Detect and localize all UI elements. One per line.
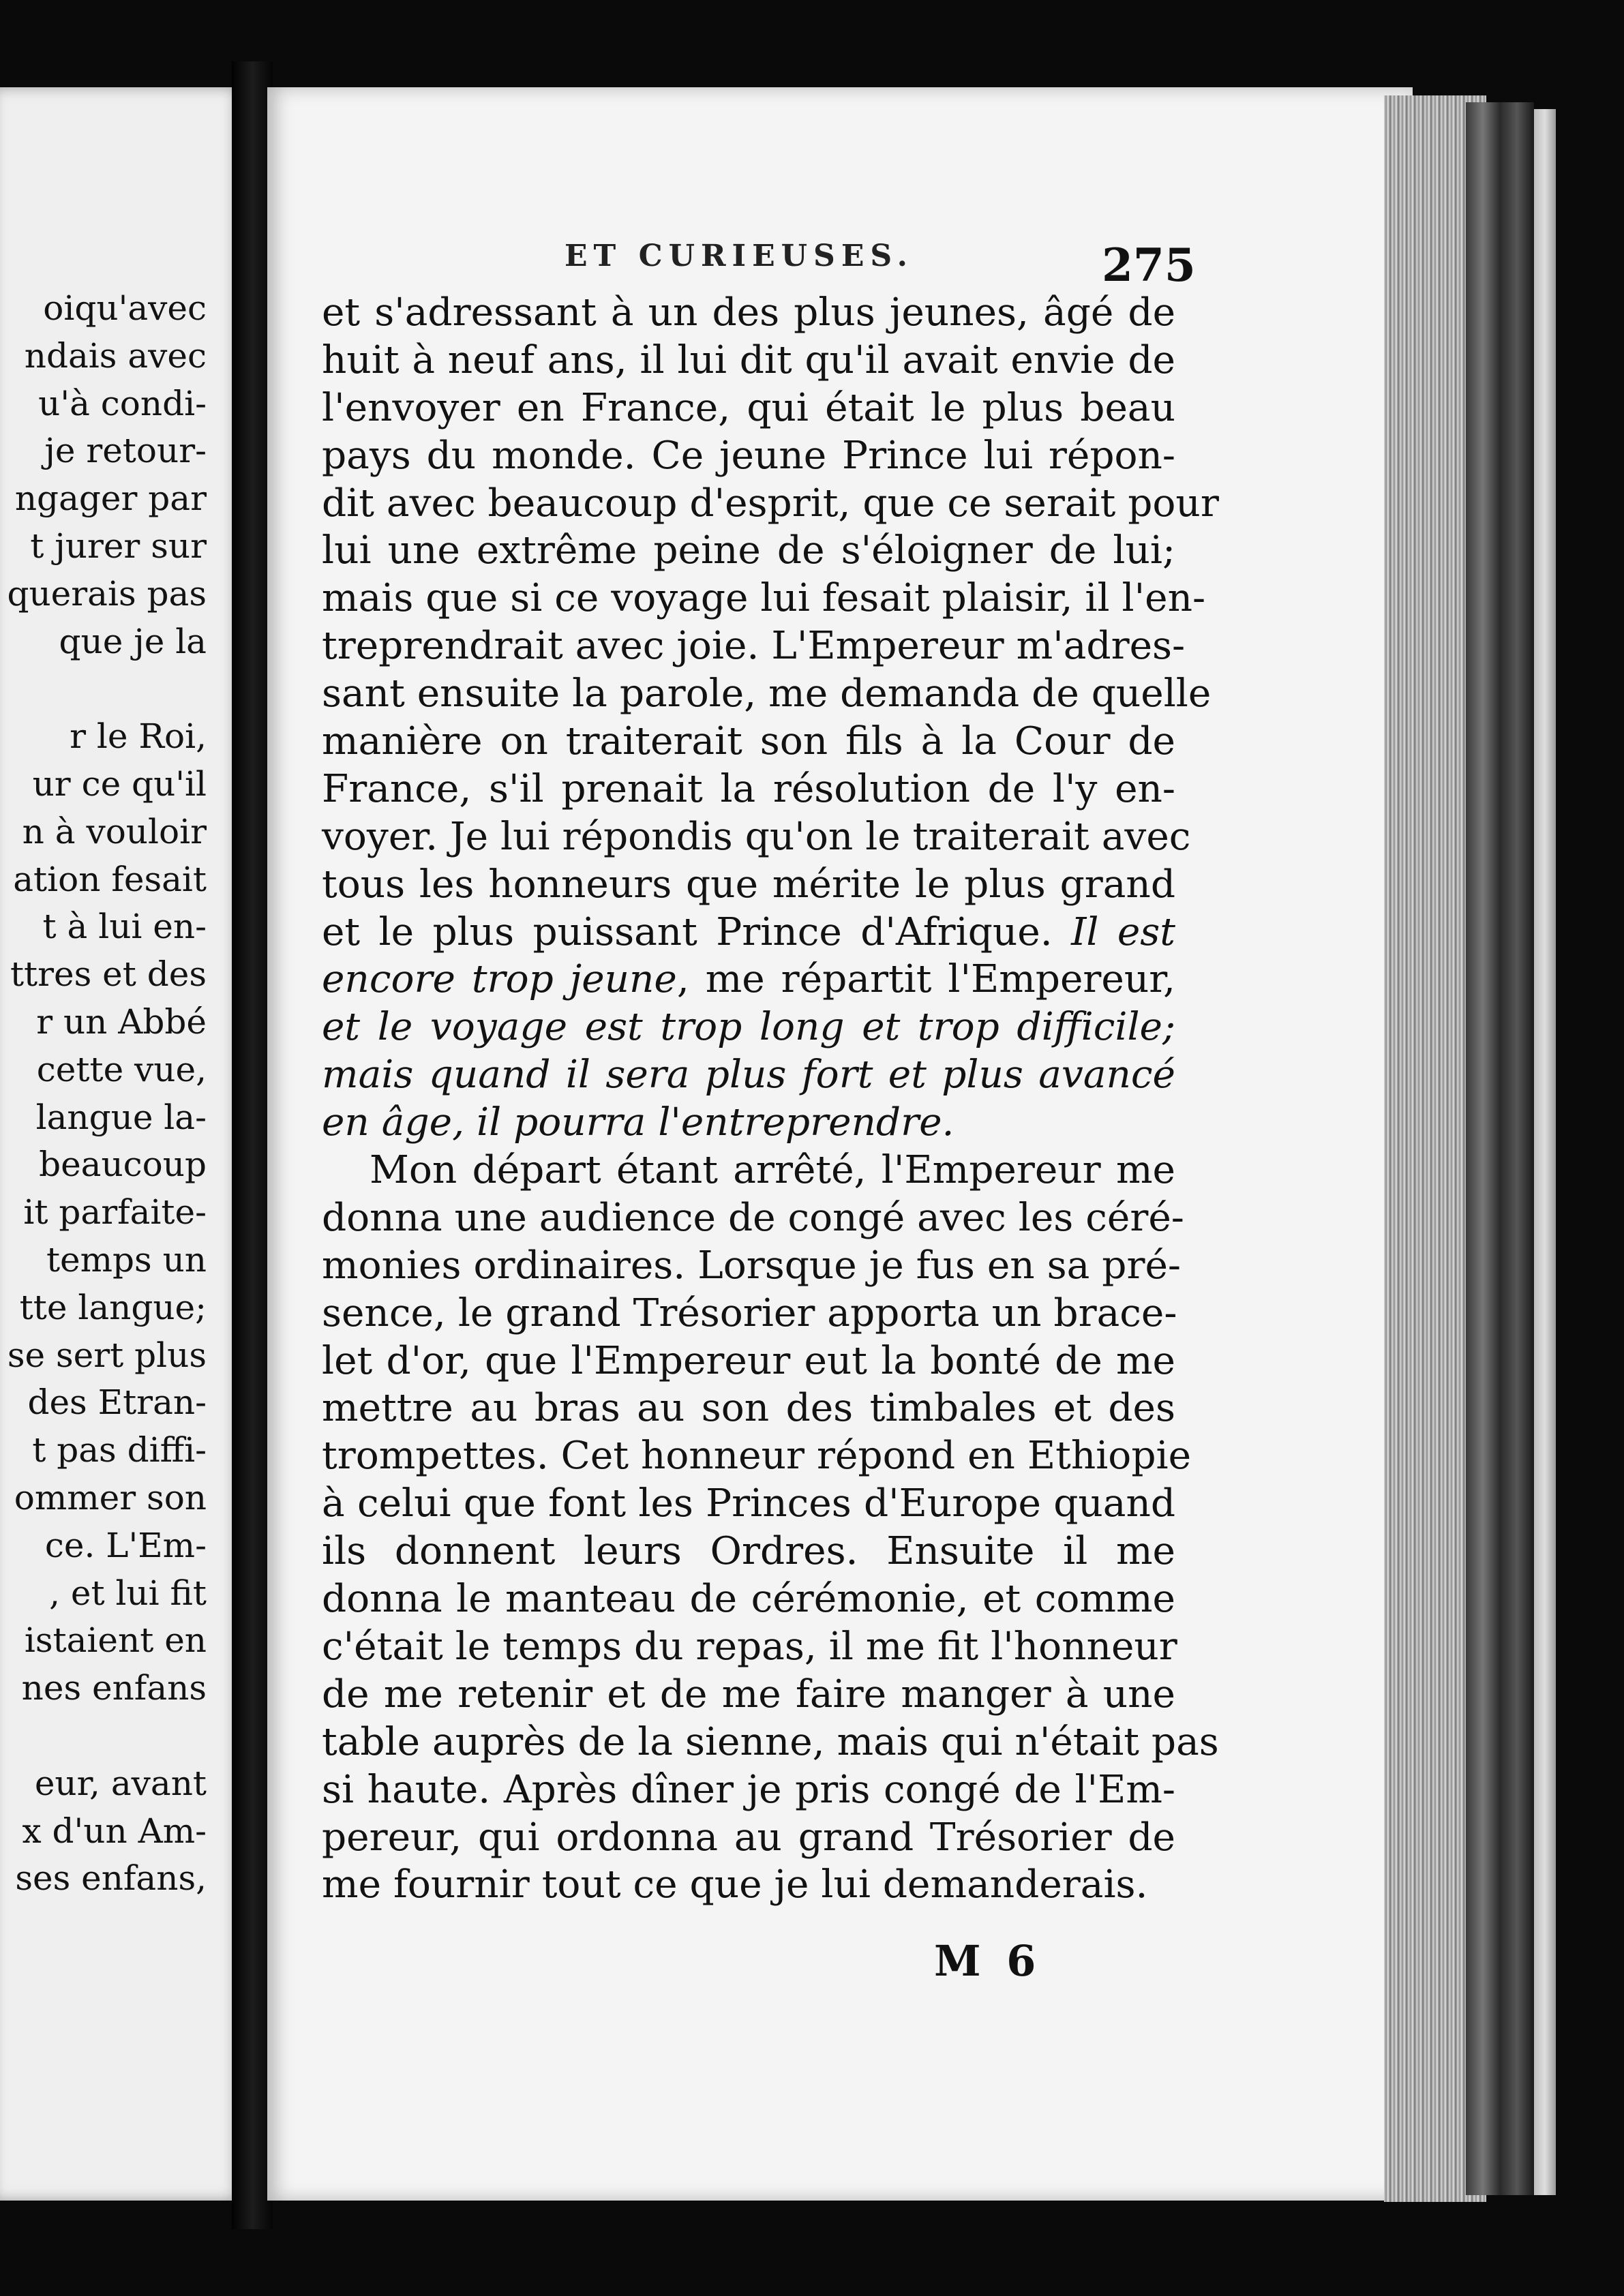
left-page-text [0, 285, 207, 1903]
left-page-line: se sert plus [7, 1335, 207, 1375]
text-segment-italic: Il est [1071, 909, 1175, 954]
text-line: tous les honneurs que mérite le plus grand [322, 862, 1175, 907]
left-page-line [0, 1712, 207, 1760]
text-line: France, s'il prenait la résolution de l'y en- [322, 766, 1175, 811]
left-page-line [0, 665, 207, 713]
text-segment-italic: encore trop jeune [322, 957, 677, 1002]
left-page-line: r le Roi, [70, 716, 207, 757]
text-segment: , me répartit l'Empereur, [676, 957, 1175, 1002]
left-page-line: ommer son [14, 1477, 207, 1517]
left-page-line: nes enfans [21, 1668, 207, 1708]
text-line: voyer. Je lui répondis qu'on le traiterait avec [322, 814, 1191, 859]
left-page-line: n à vouloir [22, 811, 207, 851]
signature-mark: M 6 [934, 1936, 1042, 1986]
text-line [322, 909, 1175, 956]
left-page-line: istaient en [24, 1620, 207, 1661]
text-line: mais quand il sera plus fort et plus avancé [322, 1053, 1175, 1098]
page-number: 275 [1102, 239, 1196, 292]
left-page-line: beaucoup [39, 1145, 207, 1185]
left-page-line: ation fesait [13, 859, 207, 899]
left-page-line: temps un [46, 1239, 207, 1280]
left-page-line: ce. L'Em- [44, 1525, 207, 1565]
text-segment: et le plus puissant Prince d'Afrique. [322, 909, 1072, 954]
left-page-line: oiqu'avec [43, 288, 207, 328]
text-line: me fournir tout ce que je lui demanderais. [322, 1862, 1148, 1907]
text-line: c'était le temps du repas, il me fit l'honneur [322, 1624, 1177, 1669]
text-line: l'envoyer en France, qui était le plus beau [322, 385, 1175, 430]
left-page-line: tte langue; [19, 1287, 207, 1327]
left-page-line: ses enfans, [15, 1858, 207, 1899]
left-page-line: eur, avant [34, 1763, 207, 1803]
text-line [322, 956, 1175, 1003]
running-head: ET CURIEUSES. [565, 239, 914, 273]
text-line: pays du monde. Ce jeune Prince lui répon- [322, 433, 1175, 478]
text-line: Mon départ étant arrêté, l'Empereur me [370, 1148, 1175, 1193]
left-page-line: ndais avec [24, 335, 207, 376]
text-line: donna le manteau de cérémonie, et comme [322, 1577, 1175, 1622]
text-line: huit à neuf ans, il lui dit qu'il avait envie de [322, 337, 1175, 382]
text-line: en âge, il pourra l'entreprendre. [322, 1100, 954, 1145]
left-page-line: u'à condi- [38, 383, 207, 423]
text-line: let d'or, que l'Empereur eut la bonté de me [322, 1338, 1175, 1383]
left-page-line: ttres et des [10, 954, 207, 995]
left-page-line: x d'un Am- [22, 1811, 207, 1851]
text-line: ils donnent leurs Ordres. Ensuite il me [322, 1529, 1175, 1574]
text-line: manière on traiterait son fils à la Cour de [322, 719, 1175, 764]
left-page-line: langue la- [35, 1097, 207, 1137]
text-line: treprendrait avec joie. L'Empereur m'adres- [322, 624, 1186, 669]
text-line: mais que si ce voyage lui fesait plaisir, il l'en- [322, 576, 1206, 621]
text-line: table auprès de la sienne, mais qui n'était pas [322, 1719, 1219, 1764]
text-line: mettre au bras au son des timbales et des [322, 1386, 1175, 1431]
text-line: si haute. Après dîner je pris congé de l'Em- [322, 1767, 1175, 1812]
book-edge-dark [1466, 102, 1534, 2195]
text-line: à celui que font les Princes d'Europe quand [322, 1481, 1175, 1526]
left-page-line: des Etran- [27, 1383, 207, 1423]
text-line: trompettes. Cet honneur répond en Ethiopie [322, 1434, 1192, 1479]
text-line: et s'adressant à un des plus jeunes, âgé de [322, 290, 1175, 335]
text-line: sence, le grand Trésorier apporta un brace- [322, 1290, 1177, 1335]
left-page-line: querais pas [7, 573, 207, 614]
text-line: de me retenir et de me faire manger à une [322, 1672, 1175, 1717]
text-line: pereur, qui ordonna au grand Trésorier de [322, 1815, 1175, 1860]
left-page-line: ur ce qu'il [32, 764, 207, 804]
left-page-line: , et lui fit [49, 1573, 207, 1613]
left-page-line: cette vue, [36, 1049, 207, 1089]
left-page-line: t pas diffi- [32, 1430, 207, 1470]
left-page-line: que je la [59, 621, 207, 661]
text-line: donna une audience de congé avec les céré- [322, 1195, 1184, 1240]
text-line: dit avec beaucoup d'esprit, que ce serait pour [322, 481, 1219, 526]
left-page-line: t à lui en- [42, 907, 207, 947]
text-line: lui une extrême peine de s'éloigner de lui; [322, 528, 1175, 573]
left-page-line: r un Abbé [36, 1001, 207, 1042]
left-page [0, 87, 242, 2201]
left-page-line: it parfaite- [23, 1192, 207, 1233]
left-page-line: t jurer sur [30, 526, 207, 566]
left-page-line: je retour- [44, 431, 207, 471]
text-line: sant ensuite la parole, me demanda de quelle [322, 671, 1212, 716]
book-edge-light [1534, 109, 1556, 2195]
text-line: et le voyage est trop long et trop difficile; [322, 1005, 1175, 1050]
book-gutter [232, 61, 273, 2229]
body-text [322, 289, 1219, 1909]
text-line: monies ordinaires. Lorsque je fus en sa pré- [322, 1243, 1181, 1288]
left-page-line: ngager par [14, 479, 207, 519]
